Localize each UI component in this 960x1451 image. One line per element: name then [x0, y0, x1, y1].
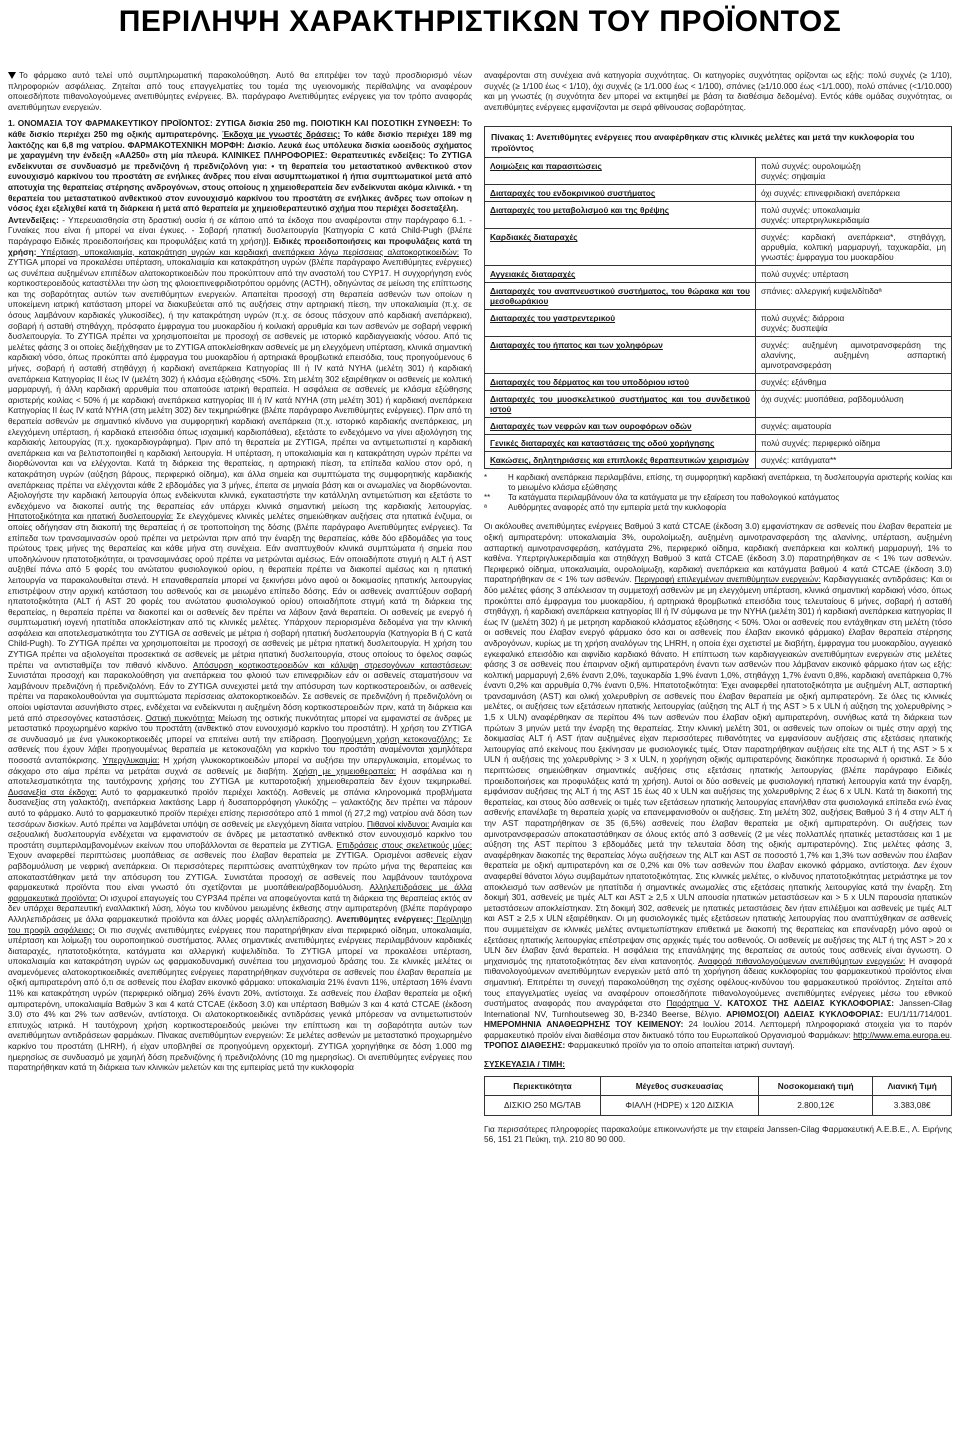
organ-class-cell: Λοιμώξεις και παρασιτώσεις: [485, 158, 756, 185]
table-row: [485, 391, 952, 418]
price-header-cell: Λιανική Τιμή: [873, 1076, 952, 1096]
reaction-cell: πολύ συχνές: υπέρταση: [756, 266, 952, 283]
organ-class-cell: Διαταραχές του δέρματος και του υποδόριου ιστού: [485, 374, 756, 391]
reaction-cell: συχνές: κατάγματα**: [756, 452, 952, 469]
table-row: [485, 202, 952, 229]
table-row: [485, 283, 952, 310]
table-row: [485, 158, 952, 185]
table-footnotes: [484, 473, 952, 513]
table-row: [485, 435, 952, 452]
table-row: [485, 266, 952, 283]
reaction-cell: πολύ συχνές: περιφερικό οίδημα: [756, 435, 952, 452]
adverse-reactions-table: [484, 126, 952, 469]
table-row: [485, 310, 952, 337]
packs-title: ΣΥΣΚΕΥΑΣΙΑ / ΤΙΜΗ:: [484, 1059, 566, 1070]
reaction-cell: πολύ συχνές: διάρροια συχνές: δυσπεψία: [756, 310, 952, 337]
reaction-cell: συχνές: εξάνθημα: [756, 374, 952, 391]
page-title: ΠΕΡΙΛΗΨΗ ΧΑΡΑΚΤΗΡΙΣΤΙΚΩΝ ΤΟΥ ΠΡΟΪΟΝΤΟΣ: [118, 5, 842, 38]
organ-class-cell: Διαταραχές του ενδοκρινικού συστήματος: [485, 185, 756, 202]
footnote: [484, 473, 952, 493]
organ-class-cell: Γενικές διαταραχές και καταστάσεις της οδού χορήγησης: [485, 435, 756, 452]
footnote-symbol: **: [484, 493, 491, 503]
ema-link[interactable]: http://www.ema.europa.eu: [853, 1029, 950, 1040]
price-cell: ΦΙΑΛΗ (HDPE) x 120 ΔΙΣΚΙΑ: [600, 1096, 758, 1116]
price-cell: 3.383,08€: [873, 1096, 952, 1116]
reaction-cell: συχνές: αιματουρία: [756, 418, 952, 435]
grade3-reactions: Οι ακόλουθες ανεπιθύμητες ενέργειες Βαθμού 3 κατά CTCAE (έκδοση 3.0) εμφανίστηκαν σε ασθενείς που έλαβαν θεραπεία με οξική αμπιρατερόνη: υποκαλιαιμία 3%, ουρολοίμωξη, αυξημένη αμινοτρανσφεράση της αλανίνης, υπέρταση, αυξημένη ασπαρτική αμινοτρανσφεράση, κατάγματα 2%, περιφερικό οίδημα, καρδιακή ανεπάρκεια και κολπική μαρμαρυγή, 1% το καθένα. Υπερτριγλυκεριδαιμία και στηθάγχη Βαθμού 3 κατά CTCAE (έκδοση 3.0) παρατηρήθηκαν σε < 1% των ασθενών. Περιφερικό οίδημα, υποκαλιαιμία, ουρολοίμωξη, καρδιακή ανεπάρκεια και κατάγματα βαθμού 4 κατά CTCAE (έκδοση 3.0) παρατηρήθηκαν σε < 1% των ασθενών. Περιγραφή επιλεγμένων ανεπιθύμητων ενεργειών: Καρδιαγγειακές αντιδράσεις: Και οι δύο μελέτες φάσης 3 απέκλεισαν τη συμμετοχή ασθενών με μη ελεγχόμενη υπέρταση, κλινικά σημαντική καρδιακή νόσο, όπως προκύπτει από έμφραγμα του μυοκαρδίου, ή αρτηριακά θρομβωτικά επεισόδια τους τελευταίους 6 μήνες, σοβαρή ή ασταθή στηθάγχη, ή καρδιακή ανεπάρκεια κατηγορίας III ή IV σύμφωνα με την NYHA (μελέτη 301) ή καρδιακή ανεπάρκεια κατηγορίας II έως IV (μελέτη 302) ή με μετρηση καρδιακού κλάσματος εξώθησης < 50%. Όλοι οι ασθενείς που εντάχθηκαν στη μελέτη (τόσο οι ασθενείς που έλαβαν ενεργό φάρμακο όσο και οι ασθενείς που έλαβαν εικονικό φάρμακο) έλαβαν θεραπεία στέρησης ανδρογόνων, κυρίως με τη χρήση αναλόγων της LHRH, η οποία έχει σχετιστεί με διαβήτη, έμφραγμα του μυοκαρδίου, αγγειακό εγκεφαλικό επεισόδιο και αιφνίδιο καρδιακό θάνατο. Η επίπτωση των καρδιαγγειακών ανεπιθύμητων ενεργειών στις μελέτες φάσης 3 σε ασθενείς που έπαιρναν οξική αμπιρατερόνη έναντι των ασθενών που λάμβαναν εικονικό φάρμακο ήταν ως εξής: κολπική μαρμαρυγή 2,6% έναντι 2,0%, ταχυκαρδία 1,9% έναντι 1,0%, στηθάγχη 1,7% έναντι 0,8%, καρδιακή ανεπάρκεια 0,7% έναντι 0,2% και αρρυθμία 0,7% έναντι 0,5%. Ηπατοτοξικότητα: Έχει αναφερθεί ηπατοτοξικότητα με αυξημένη ALT, ασπαρτική τρανσαμινάση (AST) και ολική χολερυθρίνη σε ασθενείς που έλαβαν θεραπεία με οξική αμπιρατερόνη. Σε όλες τις κλινικές μελέτες, οι αυξήσεις των εξετάσεων ηπατικής λειτουργίας (αύξηση της ALT ή της AST > 5 x ULN ή αύξηση της χολερυθρίνης > 1,5 x ULN) αναφέρθηκαν σε περίπου 4% των ασθενών που έλαβαν οξική αμπιρατερόνη, συνήθως κατά τη διάρκεια των πρώτων 3 μηνών μετά την έναρξη της θεραπείας. Στην κλινική μελέτη 301, οι ασθενείς των οποίων οι τιμές στην αρχή της δοκιμασίας ALT ή AST ήταν αυξημένες είχαν περισσότερες πιθανότητες να εμφανίσουν αυξήσεις στις εξετάσεις ηπατικής λειτουργίας από εκείνους που ξεκίνησαν με φυσιολογικές τιμές. Όταν παρατηρήθηκαν αυξήσεις είτε της ALT ή της AST > 5 x ULN ή αυξήσεις της χολερυθρίνης > 3 x ULN, η χορήγηση οξικής αμπιρατερόνης διακόπηκε προσωρινά ή οριστικά. Σε δύο περιπτώσεις σημειώθηκαν σημαντικές αυξήσεις στις εξετάσεις ηπατικής λειτουργίας (βλέπε παράγραφο Ειδικές προειδοποιήσεις και προφυλάξεις κατά τη χρήση). Αυτοί οι δύο ασθενείς με φυσιολογική ηπατική λειτουργία κατά την έναρξη, εμφάνισαν αυξήσεις της ALT ή της AST 15 έως 40 x ULN και αυξήσεις της χολερυθρίνης 2 έως 6 x ULN. Κατά τη διακοπή της θεραπείας, και στους δύο ασθενείς οι τιμές των εξετάσεων ηπατικής λειτουργίας επανήλθαν στα φυσιολογικά επίπεδα ενώ ένας ασθενής επανέλαβε τη θεραπεία χωρίς να επανεμφανισθούν οι αυξήσεις. Στη μελέτη 302, αυξήσεις Βαθμού 3 ή 4 στην ALT ή την AST παρατηρήθηκαν σε 35 (6,5%) ασθενείς που έλαβαν θεραπεία με οξική αμπιρατερόνη. Οι αυξήσεις των αμινοτρανσφερασών αποκαταστάθηκαν σε όλους εκτός από 3 ασθενείς (2 με νέες πολλαπλές ηπατικές μεταστάσεις και 1 με αύξηση της AST περίπου 3 εβδομάδες μετά την τελευταία δόση της οξικής αμπιρατερόνης). Στις μελέτες φάσης 3, αναφέρθηκαν διακοπές της θεραπείας λόγω αυξήσεων της ALT και AST σε ποσοστό 1,7% και 1,3% των ασθενών που έλαβαν θεραπεία με οξική αμπιρατερόνη και σε 0,2% και 0% των ασθενών που έλαβαν εικονικό φάρμακο, αντίστοιχα. Δεν έχουν αναφερθεί θάνατοι λόγω συμβαμάτων ηπατοτοξικότητας. Στις κλινικές μελέτες, ο κίνδυνος ηπατοτοξικότητας μετριάστηκε με τον αποκλεισμό των ασθενών με ηπατίτιδα ή σημαντικές ανωμαλίες στις εξετάσεις ηπατικής λειτουργίας κατά την έναρξη. Στη δοκιμή 301, ασθενείς με τιμές ALT και AST ≥ 2,5 x ULN απουσία ηπατικών μεταστάσεων και > 5 x ULN παρουσία ηπατικών μεταστάσεων αποκλείστηκαν. Στη δοκιμή 302, ασθενείς με ηπατικές μεταστάσεις δεν ήταν επιλέξιμοι και ασθενείς με τιμές ALT και AST ≥ 2,5 x ULN εξαιρέθηκαν. Οι μη φυσιολογικές τιμές εξετάσεων ηπατικής λειτουργίας που αναπτύχθηκαν σε ασθενείς που συμμετείχαν σε κλινικές μελέτες αντιμετωπίστηκαν επιθετικά με διακοπή της θεραπείας και επανέναρξη μόνο αφού οι εξετάσεις ηπατικής λειτουργίας επέστρεψαν στις αρχικές τιμές του ασθενούς. Οι ασθενείς με αυξήσεις της ALT ή της AST > 20 x ULN δεν έλαβαν ξανά θεραπεία. Η ασφάλεια της επανάληψης της θεραπείας σε αυτούς τους ασθενείς είναι άγνωστη. Ο μηχανισμός της ηπατοτοξικότητας δεν είναι κατανοητός. Αναφορά πιθανολογούμενων ανεπιθύμητων ενεργειών: Η αναφορά πιθανολογούμενων ανεπιθύμητων ενεργειών μετά από τη χορήγηση άδειας κυκλοφορίας του φαρμακευτικού προϊόντος είναι σημαντική. Επιτρέπει τη συνεχή παρακολούθηση της σχέσης οφέλους-κινδύνου του φαρμακευτικού προϊόντος. Ζητείται από τους επαγγελματίες υγείας να αναφέρουν οποιεσδήποτε πιθανολογούμενες ανεπιθύμητες ενέργειες μέσω του εθνικού συστήματος αναφοράς που αναγράφεται στο Παράρτημα V. ΚΑΤΟΧΟΣ ΤΗΣ ΑΔΕΙΑΣ ΚΥΚΛΟΦΟΡΙΑΣ: Janssen-Cilag International NV, Turnhoutseweg 30, B-2340 Beerse, Βέλγιο. ΑΡΙΘΜΟΣ(ΟΙ) ΑΔΕΙΑΣ ΚΥΚΛΟΦΟΡΙΑΣ: EU/1/11/714/001. ΗΜΕΡΟΜΗΝΙΑ ΑΝΑΘΕΩΡΗΣΗΣ ΤΟΥ ΚΕΙΜΕΝΟΥ: 24 Ιουλίου 2014. Λεπτομερή πληροφοριακά στοιχεία για το παρόν φαρμακευτικό προϊόν είναι διαθέσιμα στον δικτυακό τόπο του Ευρωπαϊκού Οργανισμού Φαρμάκων: http://www.ema.europa.eu. ΤΡΟΠΟΣ ΔΙΑΘΕΣΗΣ: Φαρμακευτικό προϊόν για το οποίο απαιτείται ιατρική συνταγή.: [484, 521, 953, 1051]
left-column: [8, 70, 472, 1074]
table-row: [485, 418, 952, 435]
price-cell: ΔΙΣΚΙΟ 250 MG/TAB: [485, 1096, 601, 1116]
footnote-symbol: *: [484, 473, 488, 483]
price-cell: 2.800,12€: [759, 1096, 873, 1116]
organ-class-cell: Κακώσεις, δηλητηριάσεις και επιπλοκές θεραπευτικών χειρισμών: [485, 452, 756, 469]
footnote: [484, 503, 952, 513]
footnote: [484, 493, 952, 503]
footnote-text: Αυθόρμητες αναφορές από την εμπειρία μετά την κυκλοφορία: [508, 503, 727, 513]
footnote-symbol: ª: [484, 503, 487, 513]
footnote-text: Η καρδιακή ανεπάρκεια περιλαμβάνει, επίσης, τη συμφορητική καρδιακή ανεπάρκεια, τη δυσλειτουργία αριστερής κοιλίας και το μειωμένο κλάσμα εξώθησης: [508, 473, 952, 493]
table-row: [485, 229, 952, 266]
section-name: 1. ΟΝΟΜΑΣΙΑ ΤΟΥ ΦΑΡΜΑΚΕΥΤΙΚΟΥ ΠΡΟΪΟΝΤΟΣ: ZYTIGA δισκία 250 mg. ΠΟΙΟΤΙΚΗ ΚΑΙ ΠΟΣΟΤΙΚΗ ΣΥΝΘΕΣΗ: Το κάθε δισκίο περιέχει 250 mg οξικής αμπιρατερόνης. Έκδοχα με γνωστές δράσεις: Το κάθε δισκίο περιέχει 189 mg λακτόζης και 6,8 mg νατρίου. ΦΑΡΜΑΚΟΤΕΧΝΙΚΗ ΜΟΡΦΗ: Δισκίο. Λευκά έως υπόλευκα δισκία ωοειδούς σχήματος με χαραγμένη την ένδειξη «AA250» στη μία πλευρά. ΚΛΙΝΙΚΕΣ ΠΛΗΡΟΦΟΡΙΕΣ: Θεραπευτικές ενδείξεις: Το ZYTIGA ενδείκνυται σε συνδυασμό με πρεδνιζόνη ή πρεδνιζολόνη για: • τη θεραπεία του μεταστατικού ανθεκτικού στον ευνουχισμό καρκίνου του προστάτη σε ενήλικες άνδρες που είναι ασυμπτωματικοί ή ήπια συμπτωματικοί μετά από αποτυχία της θεραπείας στέρησης ανδρογόνων, στους οποίους η χημειοθεραπεία δεν ενδείκνυται ακόμα κλινικά. • τη θεραπεία του μεταστατικού ανθεκτικού στον ευνουχισμό καρκίνου του προστάτη σε ενήλικες άνδρες των οποίων η νόσος έχει εξελιχθεί κατά τη διάρκεια ή μετά από θεραπεία με χημειοθεραπευτικό σχήμα που περιέχει δοσεταξέλη.: [8, 118, 473, 214]
table-row: [485, 337, 952, 374]
reaction-cell: πολύ συχνές: υποκαλιαιμία συχνές: υπερτριγλυκεριδαιμία: [756, 202, 952, 229]
footer-contact: Για περισσότερες πληροφορίες παρακαλούμε επικοινωνήστε με την εταιρεία Janssen-Cilag Φαρμακευτική Α.Ε.Β.Ε., Λ. Ειρήνης 56, 151 21 Πεύκη, τηλ. 210 80 90 000.: [484, 1123, 952, 1145]
footnote-text: Τα κατάγματα περιλαμβάνουν όλα τα κατάγματα με την εξαίρεση του παθολογικού κατάγματος: [508, 493, 840, 503]
reaction-cell: συχνές: αυξημένη αμινοτρανσφεράση της αλανίνης, αυξημένη ασπαρτική αμινοτρανσφεράση: [756, 337, 952, 374]
black-triangle-icon: [8, 72, 16, 79]
price-table: [484, 1076, 952, 1116]
organ-class-cell: Καρδιακές διαταραχές: [485, 229, 756, 266]
organ-class-cell: Διαταραχές του γαστρεντερικού: [485, 310, 756, 337]
price-header-cell: Περιεκτικότητα: [485, 1076, 601, 1096]
monitoring-notice: Το φάρμακο αυτό τελεί υπό συμπληρωματική παρακολούθηση. Αυτό θα επιτρέψει τον ταχύ προσδιορισμό νέων πληροφοριών ασφάλειας. Ζητείται από τους επαγγελματίες του τομέα της υγειονομικής περίθαλψης να αναφέρουν οποιεσδήποτε πιθανολογούμενες ανεπιθύμητες ενέργειες. Βλ. παράγραφο Ανεπιθύμητες ενέργειες για τον τρόπο αναφοράς ανεπιθύμητων ενεργειών.: [8, 70, 472, 112]
price-header-cell: Νοσοκομειακή τιμή: [759, 1076, 873, 1096]
contraindications: Αντενδείξεις: - Υπερευαισθησία στη δραστική ουσία ή σε κάποιο από τα έκδοχα που αναφέρονται στην παράγραφο 6.1. - Γυναίκες που είναι ή μπορεί να είναι έγκυες. - Σοβαρή ηπατική δυσλειτουργία [Κατηγορία C κατά Child-Pugh (βλέπε παράγραφο Ειδικές προειδοποιήσεις και προφυλάξεις κατά τη χρήση)]. Ειδικές προειδοποιήσεις και προφυλάξεις κατά τη χρήση: Υπέρταση, υποκαλιαιμία, κατακράτηση υγρών και καρδιακή ανεπάρκεια λόγω περίσσειας αλατοκορτικοειδών: Το ZYTIGA μπορεί να προκαλέσει υπέρταση, υποκαλιαιμία και κατακράτηση υγρών (βλέπε παράγραφο Ανεπιθύμητες ενέργειες) ως συνέπεια αυξημένων επιπέδων αλατοκορτικοειδών που προκύπτουν από την αναστολή του CYP17. Η συγχορήγηση ενός κορτικοστεροειδούς καταστέλλει την ώση της φλοιοεπινεφριδιοτρόπου ορμόνης (ACTH), οδηγώντας σε μείωση της επίπτωσης και της σοβαρότητας αυτών των ανεπιθύμητων ενεργειών. Απαιτείται προσοχή στη θεραπεία ασθενών των οποίων η υποκείμενη ιατρική κατάσταση μπορεί να διακυβεύεται από τις αυξήσεις στην αρτηριακή πίεση, την υποκαλιαιμία (π.χ. σε όσους λαμβάνουν καρδιακές γλυκοσίδες), ή την κατακράτηση υγρών (π.χ. σε όσους πάσχουν από καρδιακή ανεπάρκεια), σοβαρή ή ασταθή στηθάγχη, πρόσφατο έμφραγμα του μυοκαρδίου ή κοιλιακή αρρυθμία και των ασθενών με σοβαρή νεφρική δυσλειτουργία. Το ZYTIGA πρέπει να χρησιμοποιείται με προσοχή σε ασθενείς με ιστορικό καρδιαγγειακής νόσου. Από τις μελέτες φάσης 3 οι οποίες διεξήχθησαν με το ZYTIGA αποκλείσθηκαν ασθενείς με μη ελεγχόμενη υπέρταση, κλινικά σημαντική καρδιακή νόσο, όπως προκύπτει από έμφραγμα του μυοκαρδίου ή αρτηριακά θρομβωτικά επεισόδια, τους προηγούμενους 6 μήνες, σοβαρή ή ασταθή στηθάγχη ή καρδιακή ανεπάρκεια Κατηγορίας III ή IV κατά NYHA (μελέτη 301) ή καρδιακή ανεπάρκεια Κατηγορίας II έως IV (μελέτη 302) ή κλάσμα εξώθησης <50%. Στη μελέτη 302 εξαιρέθηκαν οι ασθενείς με κολπική μαρμαρυγή, ή άλλη καρδιακή αρρυθμία που απαιτούσε ιατρική θεραπεία. Η ασφάλεια σε ασθενείς με κλάσμα εξώθησης αριστερής κοιλίας < 50% ή με καρδιακή ανεπάρκεια κατηγορίας III ή IV κατά NYHA (στη μελέτη 301) ή καρδιακή ανεπάρκεια Κατηγορίας II έως IV κατά NYHA (στη μελέτη 302) δεν τεκμηριώθηκε (βλέπε παράγραφο Ανεπιθύμητες ενέργειες). Πριν από τη θεραπεία ασθενών με σημαντικό κίνδυνο για συμφορητική καρδιακή ανεπάρκεια (π.χ. ιστορικό καρδιακής ανεπάρκειας, μη ελεγχόμενη υπέρταση, ή καρδιακά επεισόδια όπως ισχαιμική καρδιοπάθεια), εξετάστε το ενδεχόμενο να γίνει αξιολόγηση της καρδιακής λειτουργίας (π.χ. ηχοκαρδιογράφημα). Πριν από τη θεραπεία με ZYTIGA, πρέπει να αντιμετωπιστεί η καρδιακή ανεπάρκεια και να βελτιστοποιηθεί η καρδιακή λειτουργία. Η υπέρταση, η υποκαλιαιμία και η κατακράτηση υγρών πρέπει να διορθώνονται και να ελέγχονται. Κατά τη διάρκεια της θεραπείας, η αρτηριακή πίεση, τα επίπεδα καλίου στον ορό, η κατακράτηση υγρών (αύξηση βάρους, περιφερικό οίδημα), και άλλα σημεία και συμπτώματα της συμφορητικής καρδιακής ανεπάρκειας πρέπει να ελέγχονται κάθε 2 εβδομάδες για 3 μήνες, έπειτα σε μηνιαία βάση και οι ανωμαλίες να διορθώνονται. Αξιολογήστε την καρδιακή λειτουργία όπως ενδείκνυται κλινικά, εγκαταστήστε την κατάλληλη αντιμετώπιση και εξετάστε το ενδεχόμενο να διακοπεί αυτής της θεραπείας εάν υπάρχει κλινικά σημαντική μείωση της καρδιακής λειτουργίας. Ηπατοτοξικότητα και ηπατική δυσλειτουργία: Σε ελεγχόμενες κλινικές μελέτες σημειώθηκαν αυξήσεις στα ηπατικά ένζυμα, οι οποίες οδήγησαν στη διακοπή της θεραπείας ή σε τροποποίηση της δόσης (βλέπε παράγραφο Ανεπιθύμητες ενέργειες). Τα επίπεδα των τρανσαμινασών ορού πρέπει να μετρώνται πριν από την έναρξη της θεραπείας, κάθε δύο εβδομάδες για τους πρώτους τρεις μήνες της θεραπείας και κάθε μήνα στη συνέχεια. Εάν αναπτυχθούν κλινικά συμπτώματα ή σημεία που υποδηλώνουν ηπατοτοξικότητα, οι τρανσαμινάσες ορού πρέπει να μετρώνται αμέσως. Εάν οποιαδήποτε στιγμή η ALT ή AST αυξηθεί πάνω από 5 φορές του ανώτατου φυσιολογικού ορίου, η θεραπεία πρέπει να διακοπεί αμέσως και η ηπατική λειτουργία να παρακολουθείται στενά. Η επαναθεραπεία μπορεί να ξεκινήσει μόνο αφού οι δοκιμασίες ηπατικής λειτουργίας επιστρέψουν στην αρχική κατάσταση του ασθενούς και σε μειωμένο επίπεδο δόσης. Εάν οι ασθενείς αναπτύξουν σοβαρή ηπατοτοξικότητα (ALT ή AST 20 φορές του ανώτατου φυσιολογικού ορίου) οποιαδήποτε στιγμή κατά τη διάρκεια της θεραπείας, η θεραπεία πρέπει να διακοπεί και οι ασθενείς δεν πρέπει να λάβουν ξανά θεραπεία. Οι ασθενείς με ενεργό ή συμπτωματική ιογενή ηπατίτιδα αποκλείστηκαν από τις κλινικές μελέτες. Υπάρχουν περιορισμένα δεδομένα για την κλινική ασφάλεια και αποτελεσματικότητα του ZYTIGA σε ασθενείς με μέτρια ή σοβαρή ηπατική δυσλειτουργία (Κατηγορία B ή C κατά Child-Pugh). Το ZYTIGA πρέπει να χρησιμοποιείται με προσοχή σε ασθενείς με μέτρια ηπατική δυσλειτουργία. Η χρήση του ZYTIGA πρέπει να αξιολογείται προσεκτικά σε ασθενείς με μέτρια ηπατική δυσλειτουργία, στους οποίους το όφελος σαφώς πρέπει να αντισταθμίζει τον πιθανό κίνδυνο. Απόσυρση κορτικοστεροειδών και κάλυψη στρεσογόνων καταστάσεων: Συνιστάται προσοχή και παρακολούθηση για ανεπάρκεια του φλοιού των επινεφριδίων εάν οι ασθενείς σταματήσουν να λαμβάνουν πρεδνιζόνη ή πρεδνιζολόνη. Εάν το ZYTIGA συνεχιστεί μετά την απόσυρση των κορτικοστεροειδών, οι ασθενείς πρέπει να παρακολουθούνται για συμπτώματα περίσσειας αλατοκορτικοειδών. Σε ασθενείς σε πρεδνιζόνη ή πρεδνιζολόνη οι οποίοι υφίστανται ασυνήθιστο στρες, ενδέχεται να ενδείκνυται η αυξημένη δόση κορτικοστεροειδών πριν, κατά τη διάρκεια και μετά από στρεσογόνες καταστάσεις. Οστική πυκνότητα: Μείωση της οστικής πυκνότητας μπορεί να εμφανιστεί σε άνδρες με μεταστατικό προχωρημένο καρκίνο του προστάτη (ανθεκτικό στον ευνουχισμό καρκίνο του προστάτη). Η χρήση του ZYTIGA σε συνδυασμό με ένα γλυκοκορτικοειδές μπορεί να επιτείνει αυτή την επίδραση. Προηγούμενη χρήση κετοκοναζόλης: Σε ασθενείς που έχουν λάβει προηγουμένως θεραπεία με κετοκοναζόλη για καρκίνο του προστάτη αναμένονται χαμηλότερα ποσοστά ανταπόκρισης. Υπεργλυκαιμία: Η χρήση γλυκοκορτικοειδών μπορεί να αυξήσει την υπεργλυκαιμία, επομένως το σάκχαρο στο αίμα πρέπει να μετράται συχνά σε ασθενείς με διαβήτη. Χρήση με χημειοθεραπεία: Η ασφάλεια και η αποτελεσματικότητα της ταυτόχρονης χρήσης του ZYTIGA με κυτταροτοξική χημειοθεραπεία δεν έχουν τεκμηριωθεί. Δυσανεξία στα έκδοχα: Αυτό το φαρμακευτικό προϊόν περιέχει λακτόζη. Ασθενείς με σπάνια κληρονομικά προβλήματα δυσανεξίας στη γαλακτόζη, ανεπάρκεια λακτάσης Lapp ή δυσαπορρόφηση γλυκόζης – γαλακτόζης δεν πρέπει να πάρουν αυτό το φάρμακο. Αυτό το φαρμακευτικό προϊόν περιέχει επίσης περισσότερο από 1 mmol (ή 27,2 mg) νατρίου ανά δόση των τεσσάρων δισκίων. Αυτό πρέπει να λαμβάνεται υπόψη σε ασθενείς με ελεγχόμενη δίαιτα νατρίου. Πιθανοί κίνδυνοι: Αναιμία και σεξουαλική δυσλειτουργία ενδέχεται να εμφανιστούν σε άνδρες με μεταστατικό ανθεκτικό στον ευνουχισμό καρκίνο του προστάτη συμπεριλαμβανομένων εκείνων που υποβάλλονται σε θεραπεία με ZYTIGA. Επιδράσεις στους σκελετικούς μύες: Έχουν αναφερθεί περιπτώσεις μυοπάθειας σε ασθενείς που έλαβαν θεραπεία με ZYTIGA. Ορισμένοι ασθενείς είχαν ραβδομυόλυση με νεφρική ανεπάρκεια. Οι περισσότερες περιπτώσεις αναπτύχθηκαν τον πρώτο μήνα της θεραπείας και αποκαταστάθηκαν μετά την απόσυρση του ZYTIGA. Συνιστάται προσοχή σε ασθενείς που λαμβάνουν ταυτόχρονα φαρμακευτικά προϊόντα που είναι γνωστό ότι σχετίζονται με μυοπάθεια/ραβδομυόλυση. Αλληλεπιδράσεις με άλλα φαρμακευτικά προϊόντα: Οι ισχυροί επαγωγείς του CYP3A4 πρέπει να αποφεύγονται κατά τη διάρκεια της θεραπείας εκτός αν δεν υπάρχει θεραπευτική εναλλακτική λύση, λόγω του κινδύνου μειωμένης έκθεσης στην αμπιρατερόνη (βλέπε παράγραφο Αλληλεπιδράσεις με άλλα φαρμακευτικά προϊόντα και άλλες μορφές αλληλεπίδρασης). Ανεπιθύμητες ενέργειες: Περίληψη του προφίλ ασφάλειας: Οι πιο συχνές ανεπιθύμητες ενέργειες που παρατηρήθηκαν είναι περιφερικό οίδημα, υποκαλιαιμία, υπέρταση και λοίμωξη του ουροποιητικού συστήματος. Άλλες σημαντικές ανεπιθύμητες ενέργειες περιλαμβάνουν καρδιακές διαταραχές, ηπατοτοξικότητα, κατάγματα και αλλεργική κυψελιδίτιδα. Το ZYTIGA μπορεί να προκαλέσει υπέρταση, υποκαλιαιμία και κατακράτηση υγρών ως φαρμακοδυναμική συνέπεια του μηχανισμού δράσης του. Σε κλινικές μελέτες οι αναμενόμενες αλατοκορτικοειδικές ανεπιθύμητες ενέργειες παρατηρήθηκαν συχνότερα σε ασθενείς που έλαβαν θεραπεία με οξική αμπιρατερόνη από ό,τι σε ασθενείς που έλαβαν εικονικό φάρμακο: υποκαλιαιμία 21% έναντι 11%, υπέρταση 16% έναντι 11% και κατακράτηση υγρών (περιφερικό οίδημα) 26% έναντι 20%, αντίστοιχα. Σε ασθενείς που έλαβαν θεραπεία με οξική αμπιρατερόνη, υποκαλιαιμία Βαθμών 3 και 4 κατά CTCAE (έκδοση 3.0) και υπέρταση Βαθμών 3 και 4 κατά CTCAE (έκδοση 3.0) στο 4% και 2% των ασθενών, αντίστοιχα. Οι αλατοκορτικοειδικές αντιδράσεις γενικά μπόρεσαν να αντιμετωπιστούν επιτυχώς ιατρικά. Η ταυτόχρονη χρήση κορτικοστεροειδούς μειώνει την επίπτωση και τη σοβαρότητα αυτών των ανεπιθύμητων αντιδράσεων φαρμάκων. Πίνακας ανεπιθύμητων ενεργειών: Σε μελέτες ασθενών με μεταστατικό προχωρημένο καρκίνο του προστάτη (LHRH), ή είχαν υποβληθεί σε προηγούμενη ορχεκτομή. ZYTIGA χορηγήθηκε σε δόση 1.000 mg ημερησίως σε συνδυασμό με χαμηλή δόση πρεδνιζόνης ή πρεδνιζολόνης (10 mg ημερησίως). Οι ανεπιθύμητες ενέργειες που παρατηρήθηκαν κατά τη διάρκεια των κλινικών μελετών και της εμπειρίας μετά την κυκλοφορία: [8, 214, 473, 1073]
table-row: [485, 452, 952, 469]
annex-v-link[interactable]: Παράρτημα V: [666, 998, 720, 1009]
right-column: [484, 70, 952, 1146]
organ-class-cell: Διαταραχές του μυοσκελετικού συστήματος και του συνδετικού ιστού: [485, 391, 756, 418]
organ-class-cell: Διαταραχές του μεταβολισμού και της θρέψης: [485, 202, 756, 229]
organ-class-cell: Διαταραχές του ήπατος και των χοληφόρων: [485, 337, 756, 374]
price-header-cell: Μέγεθος συσκευασίας: [600, 1076, 758, 1096]
organ-class-cell: Διαταραχές του αναπνευστικού συστήματος, του θώρακα και του μεσοθωράκιου: [485, 283, 756, 310]
reaction-cell: σπάνιες: αλλεργική κυψελιδίτιδαª: [756, 283, 952, 310]
reaction-cell: πολύ συχνές: ουρολοιμώξη συχνές: σηψαιμία: [756, 158, 952, 185]
organ-class-cell: Διαταραχές των νεφρών και των ουροφόρων οδών: [485, 418, 756, 435]
frequency-definitions: αναφέρονται στη συνέχεια ανά κατηγορία συχνότητας. Οι κατηγορίες συχνότητας ορίζονται ως εξής: πολύ συχνές (≥ 1/10), συχνές (≥ 1/100 έως < 1/10), όχι συχνές (≥ 1/1.000 έως < 1/100), σπάνιες (≥1/10.000 έως <1/1.000), πολύ σπάνιες (<1/10.000) και μη γνωστές (η συχνότητα δεν μπορεί να εκτιμηθεί με βάση τα διαθέσιμα δεδομένα). Εντός κάθε ομάδας συχνότητας, οι ανεπιθύμητες ενέργειες εμφανίζονται με σειρά φθίνουσας σοβαρότητας.: [484, 70, 952, 112]
table-row: [485, 374, 952, 391]
organ-class-cell: Αγγειακές διαταραχές: [485, 266, 756, 283]
table-row: [485, 185, 952, 202]
reaction-cell: συχνές: καρδιακή ανεπάρκεια*, στηθάγχη, αρρυθμία, κολπική μαρμαρυγή, ταχυκαρδία, μη γνωστές: έμφραγμα του μυοκαρδίου: [756, 229, 952, 266]
table-caption: Πίνακας 1: Ανεπιθύμητες ενέργειες που αναφέρθηκαν στις κλινικές μελέτες και μετά την κυκλοφορία του προϊόντος: [484, 126, 952, 157]
reaction-cell: όχι συχνές: μυοπάθεια, ραβδομυόλυση: [756, 391, 952, 418]
reaction-cell: όχι συχνές: επινεφριδιακή ανεπάρκεια: [756, 185, 952, 202]
